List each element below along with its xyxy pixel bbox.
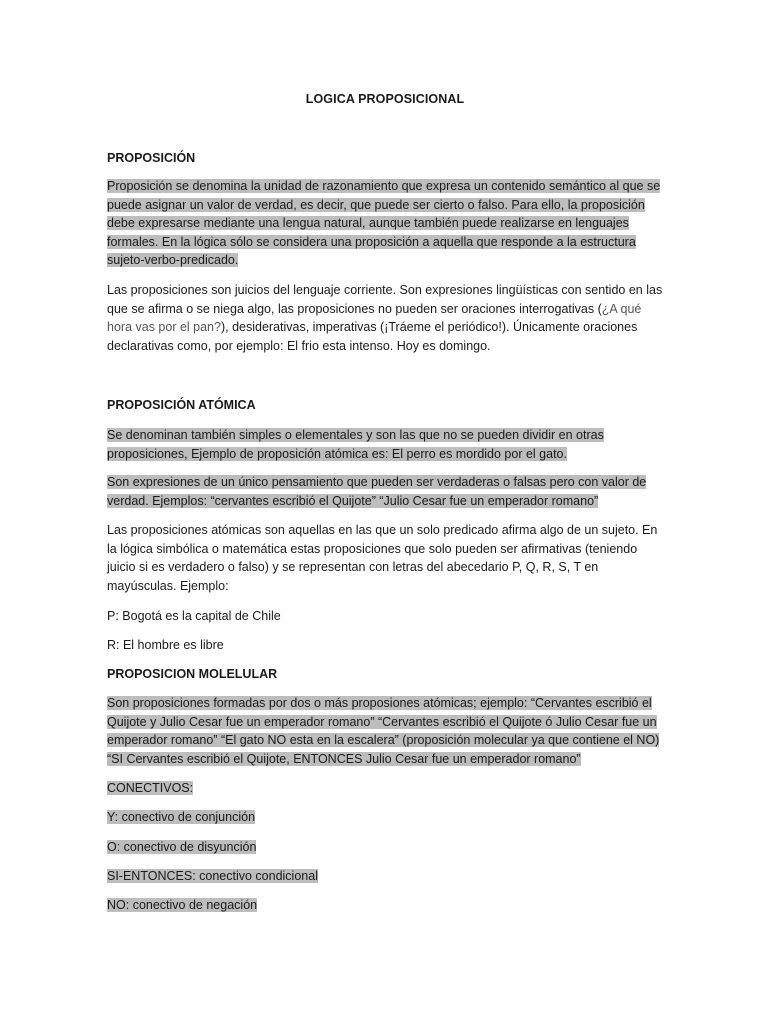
highlighted-text: Proposición se denomina la unidad de razonamiento que expresa un contenido semántico al que se puede asignar un valor de verdad, es decir, que puede ser cierto o falso. Para ello, la proposición debe expresarse mediante una lengua natural, aunque también puede realizarse en lenguajes formales. En la lógica sólo se considera una proposición a aquella que responde a la estructura sujeto-verbo-predicado.	[107, 179, 661, 268]
highlighted-text: NO: conectivo de negación	[107, 898, 258, 912]
highlighted-text: Se denominan también simples o elementales y son las que no se pueden dividir en otras proposiciones, Ejemplo de proposición atómica es: El perro es mordido por el gato.	[107, 428, 604, 461]
conectivos-label	[107, 779, 193, 798]
highlighted-text: Son proposiciones formadas por dos o más proposiones atómicas; ejemplo: “Cervantes escribió el Quijote y Julio Cesar fue un emperador romano” “Cervantes escribió el Quijote ó Julio Cesar fue un emperador romano” “El gato NO esta en la escalera” (proposición molecular ya que contiene el NO) “SI Cervantes escribió el Quijote, ENTONCES Julio Cesar fue un emperador romano”	[107, 696, 660, 766]
paragraph-text: ), desiderativas, imperativas (¡Tráeme el periódico!). Únicamente oraciones declarativas como, por ejemplo: El frio esta intenso. Hoy es domingo.	[107, 320, 638, 353]
conectivo-item	[107, 808, 255, 827]
paragraph-atomica-explanation: Las proposiciones atómicas son aquellas en las que un solo predicado afirma algo de un sujeto. En la lógica simbólica o matemática estas proposiciones que solo pueden ser afirmativas (teniendo juicio si es verdadero o falso) y se representan con letras del abecedario P, Q, R, S, T en mayúsculas. Ejemplo:	[107, 523, 658, 593]
document-title: LOGICA PROPOSICIONAL	[305, 92, 465, 106]
section-heading-proposicion: PROPOSICIÓN	[107, 151, 196, 165]
highlighted-text: O: conectivo de disyunción	[107, 840, 257, 854]
conectivo-item	[107, 867, 318, 886]
section-heading-molecular: PROPOSICION MOLELULAR	[107, 667, 278, 681]
example-p: P: Bogotá es la capital de Chile	[107, 609, 281, 623]
highlighted-text: Y: conectivo de conjunción	[107, 810, 256, 824]
paragraph-molecular-definition	[107, 694, 663, 768]
section-heading-atomica: PROPOSICIÓN ATÓMICA	[107, 398, 256, 412]
paragraph-proposicion-juicios	[107, 281, 663, 355]
paragraph-proposicion-definition	[107, 177, 663, 270]
paragraph-text: Las proposiciones son juicios del lenguaje corriente. Son expresiones lingüísticas con sentido en las que se afirma o se niega algo, las proposiciones no pueden ser oraciones interrogativas (	[107, 283, 663, 316]
document-page	[107, 0, 663, 1024]
example-r: R: El hombre es libre	[107, 638, 224, 652]
conectivo-item	[107, 896, 257, 915]
paragraph-atomica-examples	[107, 473, 663, 510]
highlighted-text: Son expresiones de un único pensamiento que pueden ser verdaderas o falsas pero con valor de verdad. Ejemplos: “cervantes escribió el Quijote” “Julio Cesar fue un emperador romano”	[107, 475, 647, 508]
example-question: ¿A qué hora vas por el pan?	[107, 301, 642, 335]
paragraph-atomica-definition	[107, 426, 663, 463]
highlighted-text: SI-ENTONCES: conectivo condicional	[107, 869, 318, 883]
highlighted-text: CONECTIVOS:	[107, 781, 194, 795]
conectivo-item	[107, 838, 256, 857]
